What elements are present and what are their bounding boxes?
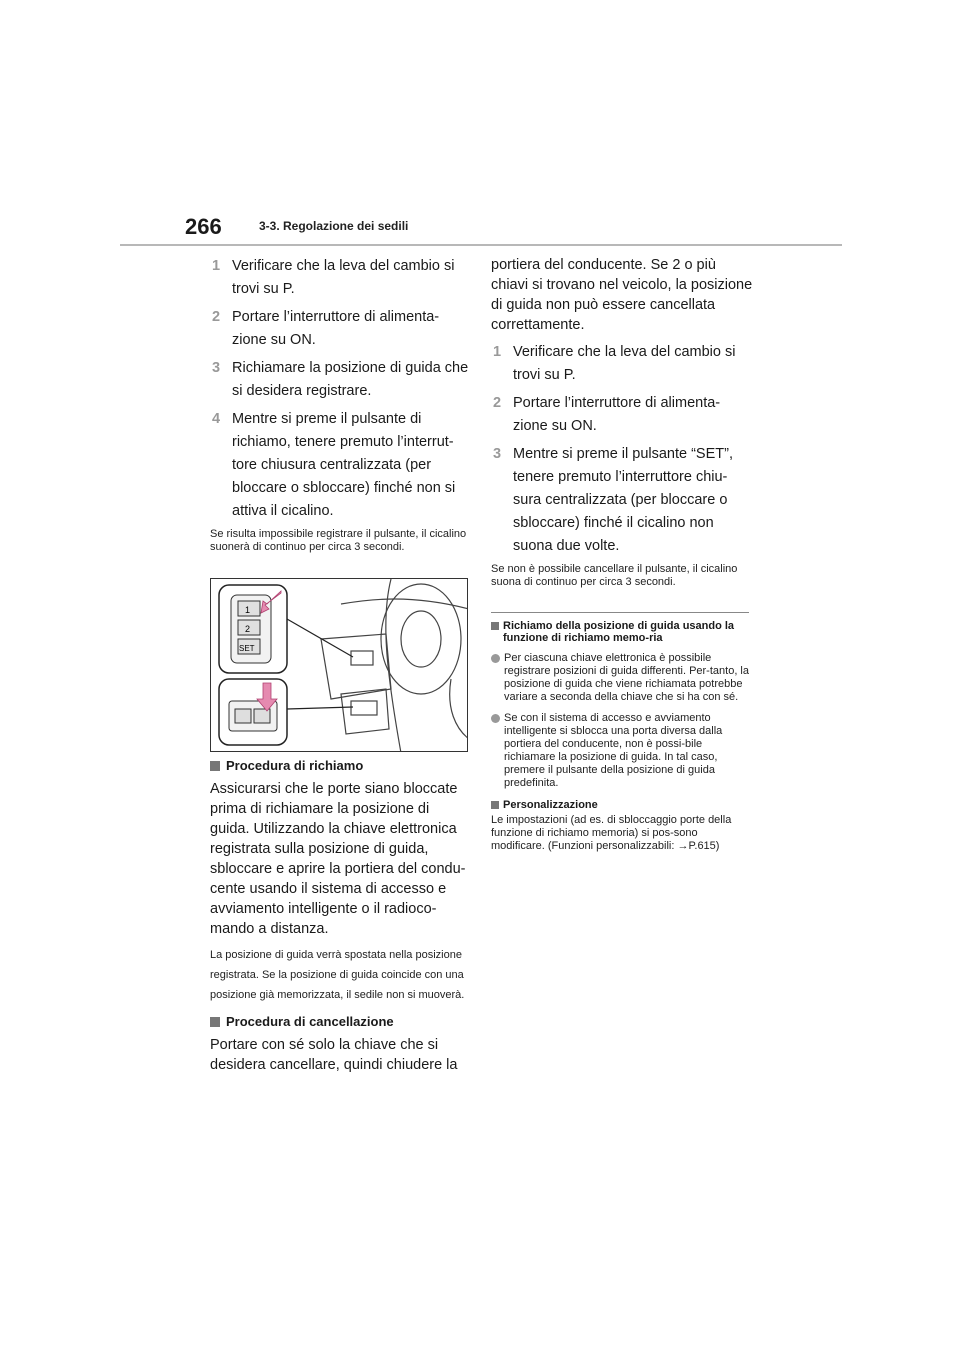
square-bullet-icon xyxy=(491,801,499,809)
step-number: 1 xyxy=(493,344,502,360)
step-text: Verificare che la leva del cambio si trovi su P. xyxy=(232,258,455,297)
step-text: Portare l’interruttore di alimenta-zione su ON. xyxy=(232,309,440,348)
custom-heading-text: Personalizzazione xyxy=(503,799,598,811)
memory-bullet xyxy=(491,712,749,790)
step xyxy=(210,408,472,523)
memory-bullet-text: Per ciascuna chiave elettronica è possibile registrare posizioni di guida differenti. Per-tanto, la posizione di guida che viene richiamata potrebbe variare a seconda della chiave che si ha con sé. xyxy=(504,652,749,703)
leader-line-top xyxy=(287,619,353,657)
step xyxy=(491,341,753,387)
step-number: 4 xyxy=(212,411,221,427)
illustration-svg xyxy=(211,579,468,752)
set-label: SET xyxy=(239,644,255,653)
recall-heading xyxy=(210,758,472,774)
left-column-lower xyxy=(210,758,472,1075)
step xyxy=(491,443,753,558)
step xyxy=(210,306,472,352)
step-text: Portare l’interruttore di alimenta-zione su ON. xyxy=(513,395,721,434)
memory-heading-text: Richiamo della posizione di guida usando la funzione di richiamo memo-ria xyxy=(503,620,735,644)
memory-bullet-text: Se con il sistema di accesso e avviamento intelligente si sblocca una porta diversa dalla portiera del conducente, non è possi-bile richiamare la posizione di guida. In tal caso, premere il pulsante della posizione di guida predefinita. xyxy=(504,712,723,789)
cancel-body-continued: portiera del conducente. Se 2 o più chiavi si trovano nel veicolo, la posizione di guida non può essere cancellata correttamente. xyxy=(491,257,753,333)
recall-body: Assicurarsi che le porte siano bloccate prima di richiamare la posizione di guida. Utilizzando la chiave elettronica registrata sulla posizione di guida, sbloccare e aprire la portiera del condu-cente usando il sistema di accesso e avviamento intelligente o il radioco-mando a distanza. xyxy=(210,781,466,937)
cancel-body: Portare con sé solo la chiave che si desidera cancellare, quindi chiudere la xyxy=(210,1037,458,1073)
cancel-heading-text: Procedura di cancellazione xyxy=(226,1014,394,1029)
lock-switch xyxy=(235,709,251,723)
step xyxy=(210,357,472,403)
step-number: 2 xyxy=(212,309,221,325)
step-number: 1 xyxy=(212,258,221,274)
round-bullet-icon xyxy=(491,714,500,723)
header-rule xyxy=(120,244,842,246)
step-text: Mentre si preme il pulsante di richiamo, tenere premuto l’interrut-tore chiusura centralizzata (per bloccare o sbloccare) finché non si attiva il cicalino. xyxy=(232,411,456,519)
section-divider xyxy=(491,612,749,613)
memory-switch-small xyxy=(351,651,373,665)
round-bullet-icon xyxy=(491,654,500,663)
steering-hub xyxy=(401,611,441,667)
right-column xyxy=(491,255,753,589)
button-1-label: 1 xyxy=(245,605,251,615)
memory-heading xyxy=(491,620,749,644)
left-column xyxy=(210,255,472,554)
step-text: Richiamare la posizione di guida che si desidera registrare. xyxy=(232,360,469,399)
custom-body: Le impostazioni (ad es. di sbloccaggio porte della funzione di richiamo memoria) si pos-sono modificare. (Funzioni personalizzabili: →P.615) xyxy=(491,814,732,852)
step-number: 2 xyxy=(493,395,502,411)
step-text: Verificare che la leva del cambio si trovi su P. xyxy=(513,344,736,383)
recall-heading-text: Procedura di richiamo xyxy=(226,758,364,773)
page-number: 266 xyxy=(185,214,222,239)
save-note: Se risulta impossibile registrare il pulsante, il cicalino suonerà di continuo per circa 3 secondi. xyxy=(210,528,467,553)
custom-heading xyxy=(491,799,749,811)
square-bullet-icon xyxy=(210,1017,220,1027)
square-bullet-icon xyxy=(210,761,220,771)
right-column-notes xyxy=(491,620,749,853)
step-number: 3 xyxy=(212,360,221,376)
cancel-heading xyxy=(210,1014,472,1030)
column-line xyxy=(450,679,468,739)
door-edge-line xyxy=(386,579,401,752)
step xyxy=(210,255,472,301)
window-switch-small xyxy=(351,701,377,715)
button-2-label: 2 xyxy=(245,624,251,634)
cancel-steps xyxy=(491,341,753,558)
door-switch-illustration xyxy=(210,578,468,752)
recall-note: La posizione di guida verrà spostata nella posizione registrata. Se la posizione di guida coincide con una posizione già memorizzata, il sedile non si muoverà. xyxy=(210,949,465,1001)
step-text: Mentre si preme il pulsante “SET”, tenere premuto l’interruttore chiu-sura centralizzata (per bloccare o sbloccare) finché il cicalino non suona due volte. xyxy=(513,446,733,554)
step xyxy=(491,392,753,438)
section-title: 3-3. Regolazione dei sedili xyxy=(259,219,409,233)
cancel-note: Se non è possibile cancellare il pulsante, il cicalino suona di continuo per circa 3 secondi. xyxy=(491,563,738,588)
square-bullet-icon xyxy=(491,622,499,630)
memory-bullet xyxy=(491,652,749,704)
unlock-switch xyxy=(254,709,270,723)
save-steps xyxy=(210,255,472,523)
step-number: 3 xyxy=(493,446,502,462)
